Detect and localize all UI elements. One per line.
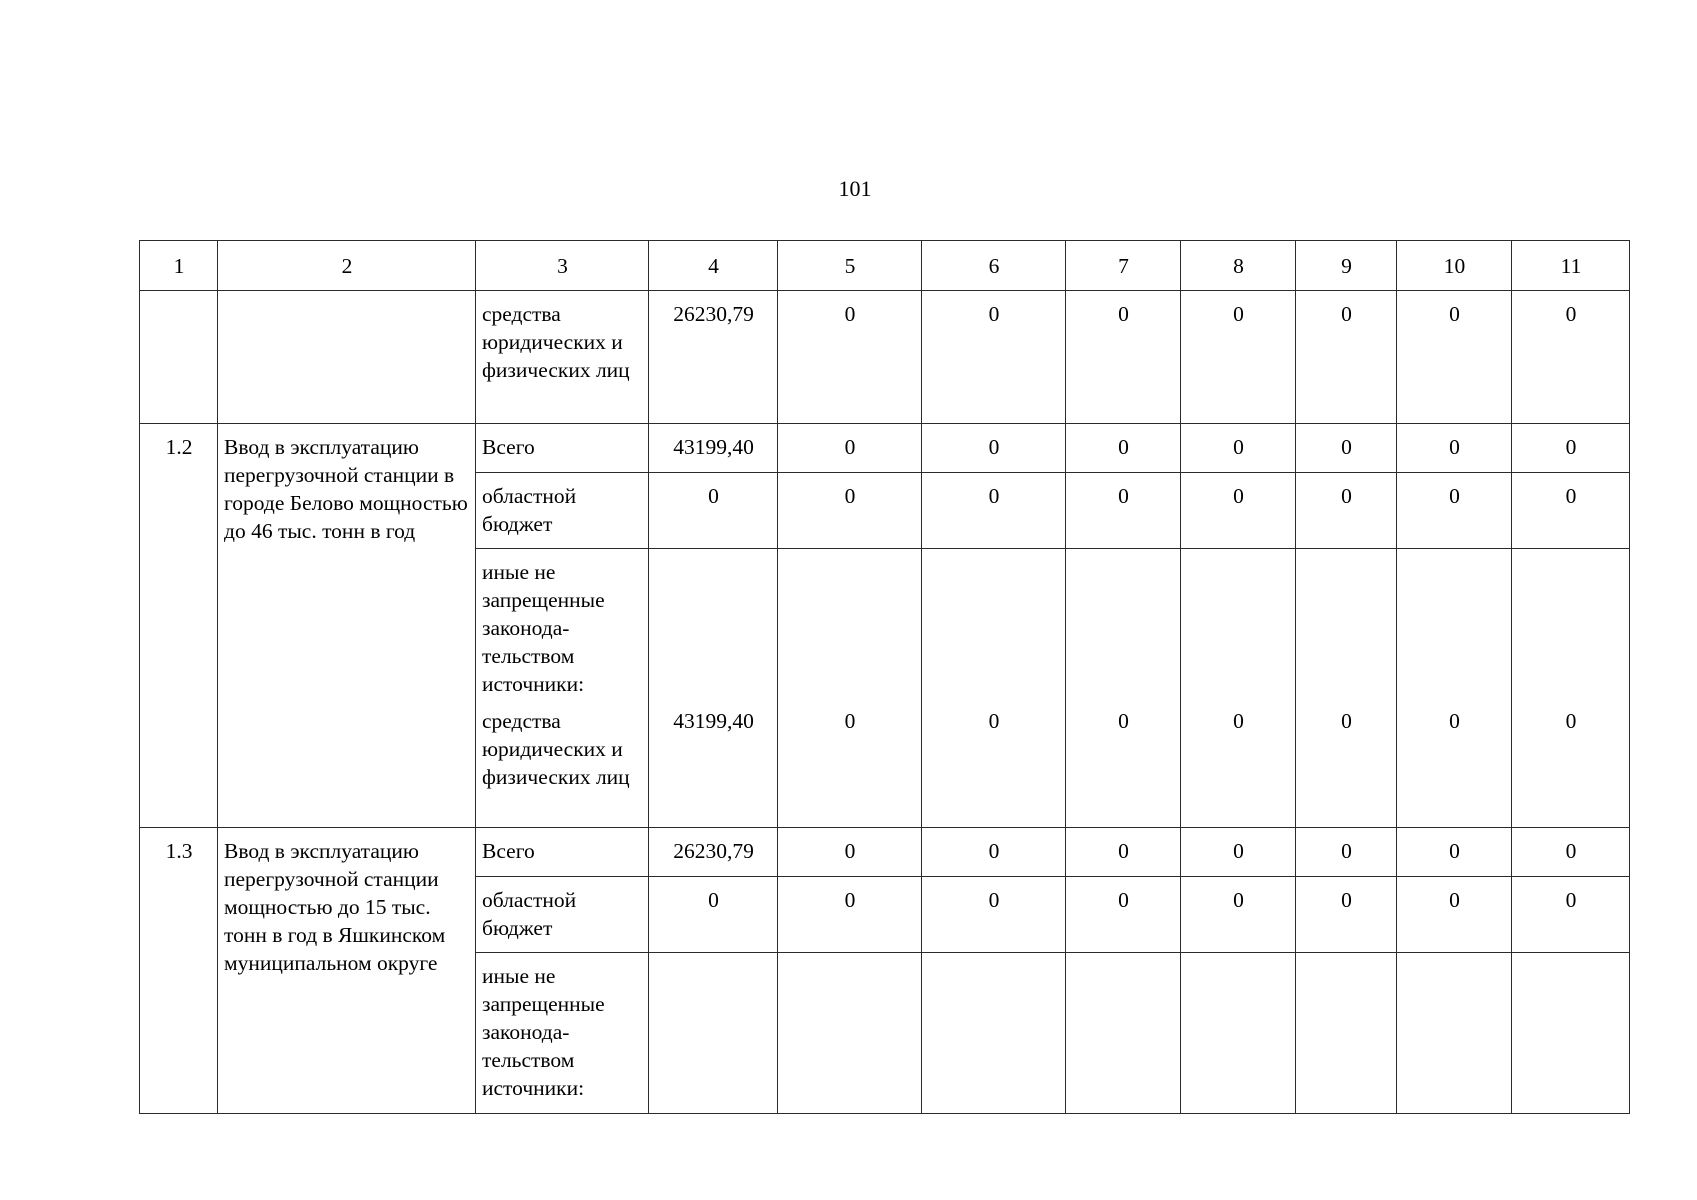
value-cell: 0 [1066,876,1181,952]
value-cell: 0 [1066,827,1181,876]
funding-source-cell: средства юридических и физических лиц [476,698,649,827]
value-cell [778,549,922,699]
value-cell [649,952,778,1113]
value-cell: 0 [1066,698,1181,827]
item-number-cell: 1.3 [140,827,218,1113]
value-cell [1512,952,1630,1113]
table-row [140,424,1630,473]
value-cell [922,952,1066,1113]
value-cell [1066,549,1181,699]
header-cell: 4 [649,241,778,291]
page-number: 101 [838,176,872,201]
value-cell: 0 [778,291,922,424]
value-cell: 0 [1181,876,1296,952]
table-row [140,827,1630,876]
value-cell: 0 [1512,698,1630,827]
value-cell: 0 [1296,473,1397,549]
value-cell [1066,952,1181,1113]
value-cell: 0 [1296,698,1397,827]
header-cell: 8 [1181,241,1296,291]
value-cell [1512,549,1630,699]
header-cell: 10 [1397,241,1512,291]
value-cell [649,549,778,699]
budget-table [139,240,1630,1114]
value-cell: 0 [1397,424,1512,473]
value-cell: 0 [1397,291,1512,424]
value-cell: 0 [778,698,922,827]
header-cell: 1 [140,241,218,291]
value-cell: 43199,40 [649,424,778,473]
value-cell: 0 [778,827,922,876]
item-description-cell [218,291,476,424]
value-cell: 0 [922,827,1066,876]
funding-source-cell: областной бюджет [476,876,649,952]
value-cell: 0 [1066,424,1181,473]
value-cell: 0 [1296,827,1397,876]
value-cell: 0 [1181,827,1296,876]
item-number-cell: 1.2 [140,424,218,828]
item-description-cell: Ввод в эксплуатацию перегрузочной станции в городе Белово мощностью до 46 тыс. тонн в год [218,424,476,828]
funding-source-cell: областной бюджет [476,473,649,549]
value-cell: 0 [1181,473,1296,549]
funding-source-cell: средства юридических и физических лиц [476,291,649,424]
funding-source-cell: Всего [476,424,649,473]
value-cell: 0 [922,291,1066,424]
header-cell: 5 [778,241,922,291]
value-cell: 0 [1066,473,1181,549]
item-number-cell [140,291,218,424]
value-cell: 0 [1181,291,1296,424]
value-cell: 0 [1397,698,1512,827]
header-cell: 3 [476,241,649,291]
value-cell: 0 [1512,424,1630,473]
value-cell: 0 [922,424,1066,473]
value-cell: 0 [1512,473,1630,549]
table-row [140,291,1630,424]
value-cell: 0 [778,473,922,549]
header-cell: 7 [1066,241,1181,291]
value-cell: 0 [1397,473,1512,549]
value-cell [1181,952,1296,1113]
table-header-row [140,241,1630,291]
value-cell: 43199,40 [649,698,778,827]
value-cell [922,549,1066,699]
funding-source-cell: Всего [476,827,649,876]
value-cell: 0 [1512,291,1630,424]
value-cell: 0 [649,473,778,549]
value-cell: 0 [1296,291,1397,424]
value-cell: 26230,79 [649,291,778,424]
header-cell: 9 [1296,241,1397,291]
header-cell: 2 [218,241,476,291]
funding-source-cell: иные не запрещенные законода-тельством источники: [476,952,649,1113]
value-cell [778,952,922,1113]
header-cell: 11 [1512,241,1630,291]
value-cell: 0 [778,876,922,952]
value-cell [1296,952,1397,1113]
item-description-cell: Ввод в эксплуатацию перегрузочной станции мощностью до 15 тыс. тонн в год в Яшкинском муниципальном округе [218,827,476,1113]
header-cell: 6 [922,241,1066,291]
value-cell: 0 [778,424,922,473]
funding-source-cell: иные не запрещенные законода-тельством источники: [476,549,649,699]
value-cell: 0 [1397,876,1512,952]
value-cell [1296,549,1397,699]
value-cell: 0 [1397,827,1512,876]
value-cell [1397,549,1512,699]
value-cell [1181,549,1296,699]
value-cell: 0 [1181,698,1296,827]
value-cell: 0 [649,876,778,952]
value-cell: 0 [1512,876,1630,952]
value-cell: 0 [1296,424,1397,473]
value-cell: 26230,79 [649,827,778,876]
value-cell: 0 [1181,424,1296,473]
value-cell: 0 [1296,876,1397,952]
value-cell: 0 [1512,827,1630,876]
value-cell [1397,952,1512,1113]
value-cell: 0 [922,876,1066,952]
value-cell: 0 [922,473,1066,549]
value-cell: 0 [1066,291,1181,424]
value-cell: 0 [922,698,1066,827]
